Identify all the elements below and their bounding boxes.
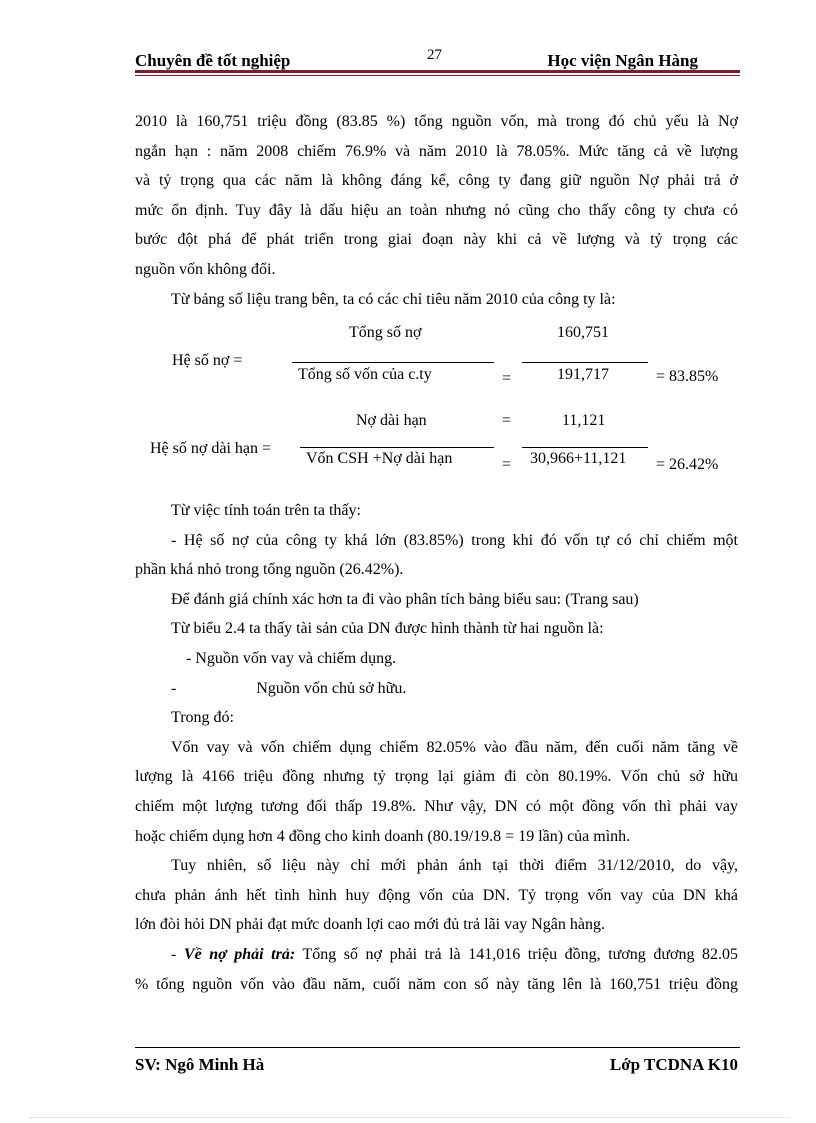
list-dash: -	[171, 945, 184, 963]
formula2-label: Hệ số nợ dài hạn =	[150, 440, 272, 457]
text-line: Từ biểu 2.4 ta thấy tài sản của DN được hình thành từ hai nguồn là:	[171, 620, 604, 638]
text-line: Tuy nhiên, số liệu này chỉ mới phản ánh tại thời điểm 31/12/2010, do vậy,	[171, 857, 738, 875]
text-line: Vốn vay và vốn chiếm dụng chiếm 82.05% vào đầu năm, đến cuối năm tăng về	[171, 738, 738, 756]
document-body-continued	[135, 496, 738, 999]
page-number: 27	[427, 47, 442, 63]
text-line: hoặc chiếm dụng hơn 4 đồng cho kinh doanh (80.19/19.8 = 19 lần) của mình.	[135, 827, 631, 845]
formula1-denominator-value: 191,717	[557, 366, 609, 383]
formula1-denominator: Tổng số vốn của c.ty	[298, 366, 432, 383]
text-line: ngắn hạn : năm 2008 chiếm 76.9% và năm 2010 là 78.05%. Mức tăng cả về lượng	[135, 142, 738, 160]
text-line: nguồn vốn không đổi.	[135, 260, 276, 278]
footer-student: SV: Ngô Minh Hà	[135, 1055, 265, 1074]
text-line	[135, 940, 738, 970]
text-line: - Hệ số nợ của công ty khá lớn (83.85%) trong khi đó vốn tự có chỉ chiếm một	[171, 531, 738, 549]
formula1-numerator-value: 160,751	[557, 324, 609, 341]
page-edge-dotted	[30, 1117, 790, 1118]
header-institution: Học viện Ngân Hàng	[547, 51, 698, 70]
list-dash: -	[171, 679, 177, 697]
text-line: 2010 là 160,751 triệu đồng (83.85 %) tổng nguồn vốn, mà trong đó chủ yếu là Nợ	[135, 113, 738, 130]
formula2-denominator-value: 30,966+11,121	[530, 450, 627, 467]
header-rule-thick	[135, 70, 740, 73]
header-thesis-title: Chuyên đề tốt nghiệp	[135, 51, 291, 70]
formula1-numerator: Tổng số nợ	[349, 324, 422, 341]
formula2-equals-top: =	[502, 412, 512, 429]
list-text: Nguồn vốn chủ sở hữu.	[256, 679, 407, 697]
text-line: lượng là 4166 triệu đồng nhưng tỷ trọng lại giảm đi còn 80.19%. Vốn chủ sở hữu	[135, 768, 738, 786]
formula2-fraction-bar	[300, 447, 494, 448]
text-line: chiếm một lượng tương đối thấp 19.8%. Như vậy, DN có một đồng vốn thì phải vay	[135, 797, 738, 815]
formula2-numerator: Nợ dài hạn	[356, 412, 427, 429]
text-line: Từ việc tính toán trên ta thấy:	[171, 502, 361, 519]
emphasis-label: Về nợ phải trả:	[183, 945, 296, 963]
footer-class: Lớp TCDNA K10	[609, 1055, 738, 1074]
formula2-value-bar	[522, 447, 648, 448]
text-line: phần khá nhỏ trong tổng nguồn (26.42%).	[135, 561, 404, 579]
text-line: và tỷ trọng qua các năm là không đáng kể, công ty đang giữ nguồn Nợ phải trả ở	[135, 172, 738, 190]
text-run: Tổng số nợ phải trả là 141,016 triệu đồng, tương đương 82.05	[295, 945, 739, 963]
text-line: Từ bảng số liệu trang bên, ta có các chỉ tiêu năm 2010 của công ty là:	[171, 290, 616, 308]
formula2-equals-bottom: =	[502, 456, 512, 473]
text-line: Để đánh giá chính xác hơn ta đi vào phân tích bảng biểu sau: (Trang sau)	[171, 590, 639, 608]
text-line: - Nguồn vốn vay và chiếm dụng.	[186, 649, 397, 667]
text-line: bước đột phá để phát triển trong giai đoạn này khi cả về lượng và tỷ trọng các	[135, 231, 738, 249]
document-body	[135, 107, 738, 314]
text-line: chưa phản ánh hết tình hình huy động vốn của DN. Tỷ trọng vốn vay của DN khá	[135, 886, 738, 904]
text-line: lớn đòi hỏi DN phải đạt mức doanh lợi cao mới đủ trả lãi vay Ngân hàng.	[135, 916, 605, 934]
formula2-denominator: Vốn CSH +Nợ dài hạn	[306, 450, 453, 467]
footer-rule	[135, 1047, 740, 1048]
text-line	[135, 674, 738, 704]
text-line: % tổng nguồn vốn vào đầu năm, cuối năm con số này tăng lên là 160,751 triệu đồng	[135, 975, 738, 993]
formula1-label: Hệ số nợ =	[172, 352, 243, 369]
formula1-value-bar	[522, 362, 648, 363]
formula1-result: = 83.85%	[656, 368, 719, 385]
text-line: Trong đó:	[171, 709, 234, 727]
formula2-result: = 26.42%	[656, 456, 719, 473]
header-rule-thin	[135, 75, 740, 76]
formula1-fraction-bar	[292, 362, 494, 363]
text-line: mức ổn định. Tuy đây là dấu hiệu an toàn nhưng nó cũng cho thấy công ty chưa có	[135, 201, 738, 219]
formula2-numerator-value: 11,121	[562, 412, 606, 429]
formula1-equals: =	[502, 370, 512, 387]
